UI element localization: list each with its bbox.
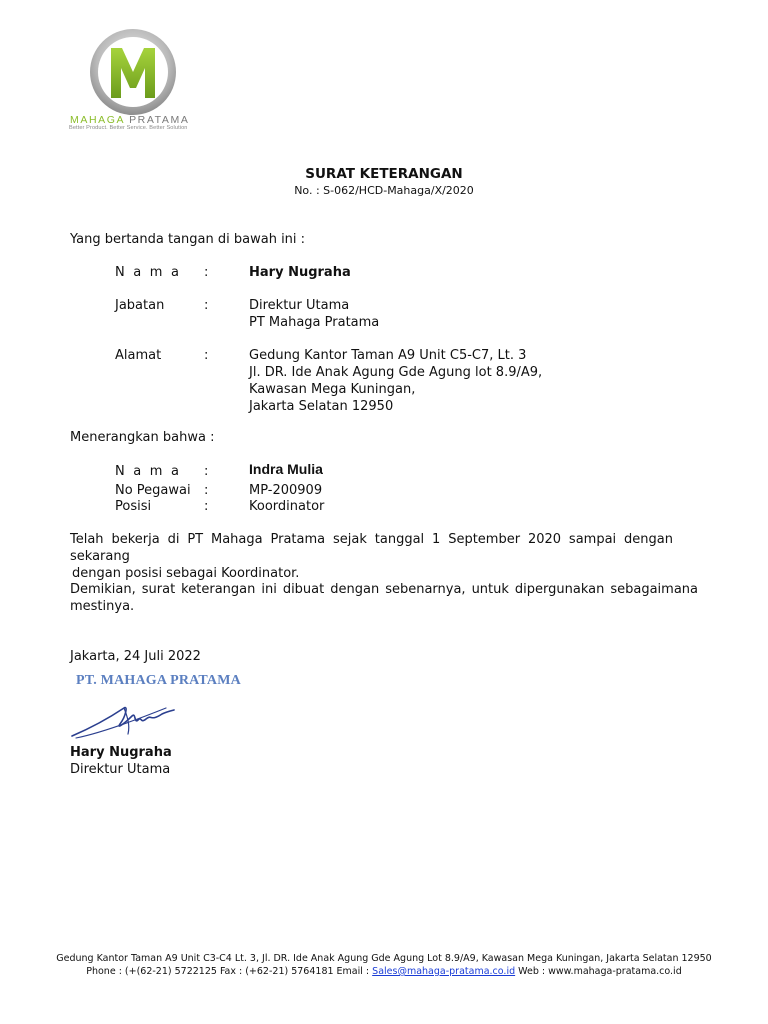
employee-posisi-label: Posisi [115, 499, 152, 514]
colon: : [204, 464, 209, 479]
signer-address-line1: Gedung Kantor Taman A9 Unit C5-C7, Lt. 3 [249, 348, 527, 363]
signer-position-line2: PT Mahaga Pratama [249, 315, 380, 330]
company-logo-name: MAHAGA PRATAMA [70, 114, 190, 126]
footer-email-link[interactable]: Sales@mahaga-pratama.co.id [372, 966, 516, 977]
employment-paragraph-line1: Telah bekerja di PT Mahaga Pratama sejak tanggal 1 September 2020 sampai dengan sekarang [70, 532, 673, 564]
company-tagline: Better Product. Better Service. Better Solution [69, 125, 188, 131]
footer-contact-prefix: Phone : (+(62-21) 5722125 Fax : (+62-21) 5764181 Email : [86, 966, 370, 977]
employee-id-value: MP-200909 [249, 483, 323, 498]
signer-address-line3: Kawasan Mega Kuningan, [249, 382, 416, 397]
signer-name-label: N a m a [115, 265, 182, 280]
colon: : [204, 348, 209, 363]
footer-address: Gedung Kantor Taman A9 Unit C3-C4 Lt. 3, Jl. DR. Ide Anak Agung Gde Agung Lot 8.9/A9, Kawasan Mega Kuningan, Jakarta Selatan 12950 [56, 953, 712, 964]
closing-paragraph [70, 581, 698, 615]
signer-name-value: Hary Nugraha [249, 265, 351, 280]
signer-address-label: Alamat [115, 348, 162, 363]
signer-position-line1: Direktur Utama [249, 298, 350, 313]
signer-name: Hary Nugraha [70, 745, 172, 760]
declare-text: Menerangkan bahwa : [70, 430, 215, 445]
employee-id-label: No Pegawai [115, 483, 191, 498]
employee-name-label: N a m a [115, 464, 182, 479]
signer-title: Direktur Utama [70, 762, 171, 777]
colon: : [204, 265, 209, 280]
footer-contact [0, 965, 768, 978]
signer-address-line4: Jakarta Selatan 12950 [249, 399, 394, 414]
signer-address-line2: Jl. DR. Ide Anak Agung Gde Agung lot 8.9/A9, [249, 365, 543, 380]
colon: : [204, 483, 209, 498]
intro-text: Yang bertanda tangan di bawah ini : [70, 232, 306, 247]
signer-position-label: Jabatan [115, 298, 165, 313]
closing-paragraph-line2: mestinya. [70, 599, 135, 614]
footer-web: Web : www.mahaga-pratama.co.id [518, 966, 682, 977]
place-date: Jakarta, 24 Juli 2022 [70, 649, 201, 664]
handwritten-signature [66, 694, 186, 744]
document-title: SURAT KETERANGAN [305, 166, 463, 182]
colon: : [204, 499, 209, 514]
colon: : [204, 298, 209, 313]
document-number: No. : S-062/HCD-Mahaga/X/2020 [294, 184, 474, 197]
closing-paragraph-line1: Demikian, surat keterangan ini dibuat dengan sebenarnya, untuk dipergunakan sebagaimana [70, 582, 698, 597]
employment-paragraph [70, 531, 673, 582]
company-stamp: PT. MAHAGA PRATAMA [76, 673, 241, 688]
employee-posisi-value: Koordinator [249, 499, 325, 514]
employee-name-value: Indra Mulia [249, 461, 323, 477]
employment-paragraph-line2: dengan posisi sebagai Koordinator. [72, 566, 300, 581]
